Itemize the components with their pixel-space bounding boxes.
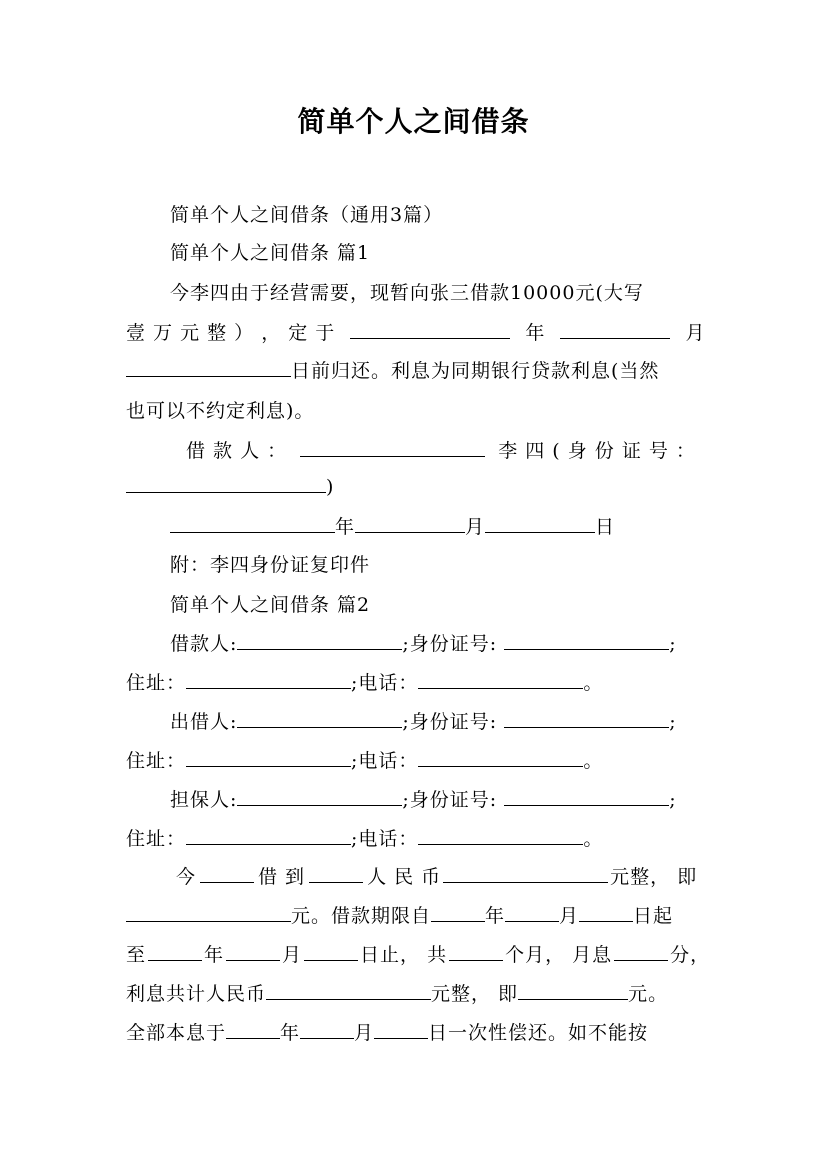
text: 元。借款期限自: [291, 905, 432, 927]
blank-field[interactable]: [418, 748, 583, 767]
text: 年: [335, 516, 356, 538]
text: 元。: [628, 983, 669, 1005]
text: 。: [583, 750, 604, 772]
blank-field[interactable]: [237, 709, 402, 728]
blank-field[interactable]: [200, 864, 254, 883]
blank-field[interactable]: [226, 942, 280, 961]
paragraph-line: [170, 629, 704, 656]
text: 分，: [670, 944, 711, 966]
text: 个月， 月息: [505, 944, 613, 966]
blank-field[interactable]: [186, 748, 351, 767]
section-heading-1: 简单个人之间借条 篇1: [170, 242, 371, 264]
text: ;身份证号:: [402, 633, 498, 655]
text: 借 款 人 ：: [186, 440, 288, 462]
blank-field[interactable]: [126, 358, 291, 377]
blank-field[interactable]: [579, 903, 633, 922]
blank-field[interactable]: [186, 826, 351, 845]
text: ;电话：: [351, 750, 419, 772]
paragraph-line: [170, 707, 704, 734]
paragraph-line: 也可以不约定利息)。: [126, 400, 315, 422]
paragraph-line: [126, 356, 704, 383]
text: 年: [280, 1022, 301, 1044]
text: 日止， 共: [360, 944, 448, 966]
text: 出借人:: [170, 711, 238, 733]
text: 月: [559, 905, 580, 927]
text: ;身份证号:: [402, 711, 498, 733]
blank-field[interactable]: [418, 670, 583, 689]
paragraph-line: [126, 940, 711, 967]
blank-field[interactable]: [226, 1020, 280, 1039]
blank-field[interactable]: [148, 942, 202, 961]
text: ;电话：: [351, 828, 419, 850]
text: 壹 万 元 整 ） ， 定 于: [126, 322, 336, 344]
blank-field[interactable]: [431, 903, 485, 922]
blank-field[interactable]: [504, 709, 669, 728]
text: 住址：: [126, 828, 187, 850]
text: 日前归还。利息为同期银行贷款利息(当然: [291, 360, 660, 382]
text: 李 四 ( 身 份 证 号 ：: [498, 440, 696, 462]
paragraph-line: [126, 474, 704, 498]
paragraph-line: [126, 1018, 704, 1045]
blank-field[interactable]: [355, 514, 465, 533]
text: 住址：: [126, 672, 187, 694]
blank-field[interactable]: [443, 864, 608, 883]
paragraph-line: [126, 901, 704, 928]
text: 。: [583, 828, 604, 850]
blank-field[interactable]: [518, 981, 628, 1000]
blank-field[interactable]: [350, 320, 510, 339]
paragraph-line: [176, 862, 704, 889]
blank-field[interactable]: [237, 631, 402, 650]
text: 月: [465, 516, 486, 538]
text: 年: [204, 944, 225, 966]
text: 月: [685, 322, 706, 344]
text: 日一次性偿还。如不能按: [428, 1022, 649, 1044]
text: 至: [126, 944, 147, 966]
text: 。: [583, 672, 604, 694]
blank-field[interactable]: [449, 942, 503, 961]
subtitle-line: 简单个人之间借条（通用3篇）: [170, 204, 444, 226]
blank-field[interactable]: [309, 864, 363, 883]
paragraph-line: [126, 318, 704, 345]
text: 月: [354, 1022, 375, 1044]
blank-field[interactable]: [300, 438, 485, 457]
text: ;: [669, 633, 677, 655]
text: 借款人:: [170, 633, 238, 655]
paragraph-line: [126, 668, 704, 695]
text: ;: [669, 711, 677, 733]
text: 年: [525, 322, 546, 344]
text: ): [326, 476, 335, 498]
blank-field[interactable]: [304, 942, 358, 961]
text: 全部本息于: [126, 1022, 227, 1044]
blank-field[interactable]: [374, 1020, 428, 1039]
paragraph-line: [126, 979, 704, 1006]
paragraph-line: [126, 824, 704, 851]
blank-field[interactable]: [126, 903, 291, 922]
blank-field[interactable]: [186, 670, 351, 689]
blank-field[interactable]: [126, 474, 326, 493]
blank-field[interactable]: [614, 942, 668, 961]
paragraph-line: 附：李四身份证复印件: [170, 554, 371, 576]
blank-field[interactable]: [504, 787, 669, 806]
text: ;: [669, 789, 677, 811]
blank-field[interactable]: [560, 320, 670, 339]
text: 元整， 即: [431, 983, 519, 1005]
paragraph-line: [186, 436, 704, 463]
text: 日: [595, 516, 616, 538]
page-title: 简单个人之间借条: [297, 105, 530, 138]
blank-field[interactable]: [505, 903, 559, 922]
text: 借 到: [258, 866, 306, 888]
text: 利息共计人民币: [126, 983, 267, 1005]
paragraph-line: [170, 512, 704, 539]
paragraph-line: [170, 785, 704, 812]
text: 元整， 即: [610, 866, 698, 888]
blank-field[interactable]: [418, 826, 583, 845]
blank-field[interactable]: [170, 514, 335, 533]
text: 今: [176, 866, 197, 888]
text: ;身份证号:: [402, 789, 498, 811]
text: 年: [485, 905, 506, 927]
text: 人 民 币: [367, 866, 442, 888]
blank-field[interactable]: [237, 787, 402, 806]
text: 月: [282, 944, 303, 966]
blank-field[interactable]: [300, 1020, 354, 1039]
text: ;电话：: [351, 672, 419, 694]
blank-field[interactable]: [504, 631, 669, 650]
section-heading-2: 简单个人之间借条 篇2: [170, 594, 371, 616]
paragraph-line: 今李四由于经营需要，现暂向张三借款10000元(大写: [170, 282, 644, 304]
blank-field[interactable]: [485, 514, 595, 533]
paragraph-line: [126, 746, 704, 773]
text: 日起: [633, 905, 674, 927]
text: 担保人:: [170, 789, 238, 811]
blank-field[interactable]: [266, 981, 431, 1000]
text: 住址：: [126, 750, 187, 772]
